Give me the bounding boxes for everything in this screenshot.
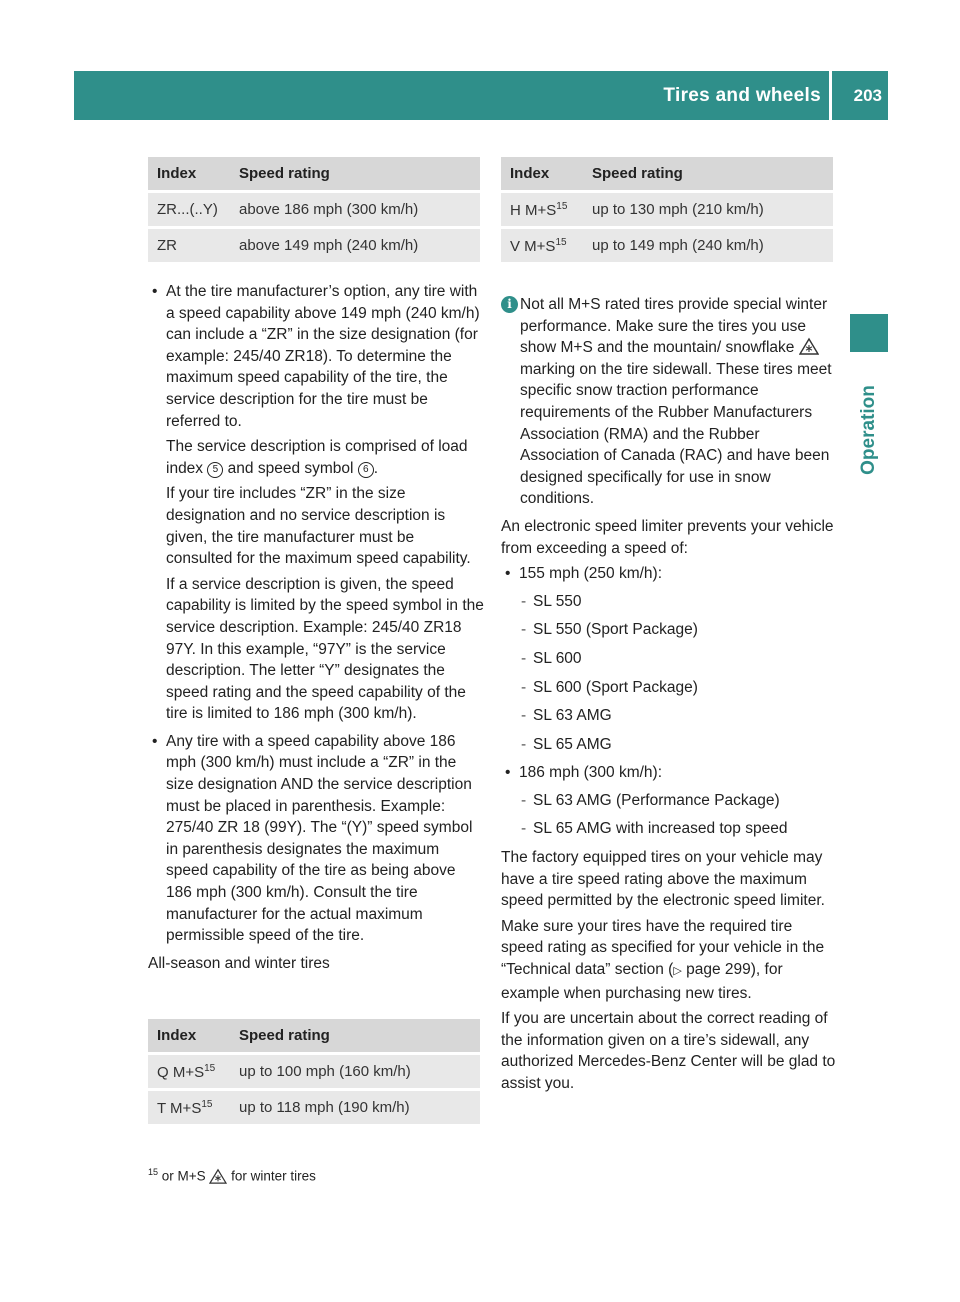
- footnote-ref: 15: [555, 236, 567, 248]
- model-item: - SL 65 AMG with increased top speed: [501, 818, 837, 840]
- footnote-ref: 15: [201, 1098, 213, 1110]
- left-column-text: [148, 281, 484, 978]
- model-item: - SL 600 (Sport Package): [501, 677, 837, 699]
- mountain-snowflake-icon: [799, 337, 819, 355]
- dash: -: [521, 791, 527, 809]
- column-header-speed-rating: Speed rating: [230, 157, 480, 190]
- section-title: Tires and wheels: [663, 85, 821, 106]
- service-description-example-paragraph: If a service description is given, the speed capability is limited by the speed symbol in the service description. Example: 245/40 ZR18 97Y. In this example, “97Y” is the service description. The letter “Y” designates the speed rating and the speed capability of the tire is limited to 186 mph (300 km/h).: [166, 575, 484, 723]
- mountain-snowflake-icon: [209, 1168, 227, 1184]
- table-header-row: [148, 1019, 480, 1052]
- footnote-ref: 15: [204, 1062, 216, 1074]
- header-divider: [829, 71, 832, 120]
- all-season-heading: All-season and winter tires: [148, 954, 330, 972]
- table-row: [148, 229, 480, 262]
- model-item: - SL 550 (Sport Package): [501, 619, 837, 641]
- column-header-speed-rating: Speed rating: [230, 1019, 480, 1052]
- info-note-text: Not all M+S rated tires provide special winter performance. Make sure the tires you use show M+S and the mountain/ snowflake marking on the tire sidewall. These tires meet specific snow traction performance requirements of the Rubber Manufacturers Association (RMA) and the Rubber Association of Canada (RAC) and have been designed specifically for use in snow conditions.: [520, 296, 832, 508]
- speed-rating-table-zr: [148, 154, 480, 265]
- dash: -: [521, 820, 527, 838]
- column-header-index: Index: [148, 157, 230, 190]
- callout-6: 6: [358, 462, 374, 478]
- bullet: •: [505, 565, 511, 583]
- zr-paragraph: At the tire manufacturer’s option, any tire with a speed capability above 149 mph (240 km/h) can include a “ZR” in the size designation (for example: 245/40 ZR18). To determine the maximum speed capability of the tire, the service description for the tire must be referred to.: [166, 283, 480, 430]
- rating-cell: above 186 mph (300 km/h): [230, 193, 480, 226]
- rating-cell: above 149 mph (240 km/h): [230, 229, 480, 262]
- index-cell: T $M+S^{15}$: [148, 1091, 230, 1124]
- limiter-intro: An electronic speed limiter prevents your vehicle from exceeding a speed of:: [501, 517, 834, 557]
- model-item: - SL 65 AMG: [501, 734, 837, 756]
- model-item: - SL 63 AMG: [501, 705, 837, 727]
- info-note: [501, 294, 837, 510]
- index-cell: ZR: [148, 229, 230, 262]
- rating-cell: up to 130 mph (210 km/h): [583, 193, 833, 226]
- dash: -: [521, 592, 527, 610]
- model-item: - SL 600: [501, 648, 837, 670]
- bullet: •: [505, 764, 511, 782]
- table-header-row: [501, 157, 833, 190]
- speed-rating-table-winter-1: [148, 1016, 480, 1127]
- dash: -: [521, 621, 527, 639]
- right-column-text: [501, 294, 837, 1099]
- limit-186: 186 mph (300 km/h):: [519, 764, 663, 782]
- uncertain-paragraph: If you are uncertain about the correct reading of the information given on a tire’s sidewall, any authorized Mercedes-Benz Center will be glad to assist you.: [501, 1010, 836, 1092]
- model-item: - SL 63 AMG (Performance Package): [501, 790, 837, 812]
- dash: -: [521, 707, 527, 725]
- model-item: - SL 550: [501, 591, 837, 613]
- index-cell: V $M+S^{15}$: [501, 229, 583, 262]
- above-186-paragraph: Any tire with a speed capability above 186 mph (300 km/h) must include a “ZR” in the size designation AND the service description must be placed in parenthesis. Example: 275/40 ZR 18 (99Y). The “(Y)” speed symbol in parenthesis designates the maximum speed capability of the tire as being above 186 mph (300 km/h). Consult the tire manufacturer for the actual maximum permissible speed of the tire.: [166, 732, 473, 945]
- page-header: [74, 71, 888, 120]
- no-service-description-paragraph: If your tire includes “ZR” in the size designation and no service description is given, the tire manufacturer must be consulted for the maximum speed capability.: [166, 485, 471, 568]
- side-tab-label: Operation: [858, 385, 880, 475]
- bullet: •: [152, 283, 158, 300]
- info-icon: i: [501, 296, 518, 313]
- dash: -: [521, 649, 527, 667]
- speed-rating-table-winter-2: [501, 154, 833, 265]
- table-header-row: [148, 157, 480, 190]
- index-cell: ZR...(..Y): [148, 193, 230, 226]
- table-row: [148, 193, 480, 226]
- technical-data-paragraph: Make sure your tires have the required tire speed rating as specified for your vehicle in the “Technical data” section (▷ page 299), for example when purchasing new tires.: [501, 917, 825, 1002]
- column-header-index: Index: [148, 1019, 230, 1052]
- page-ref-arrow-icon: ▷: [673, 965, 682, 978]
- footnote-ref: 15: [556, 200, 568, 212]
- footnote-number: 15: [148, 1167, 159, 1177]
- dash: -: [521, 678, 527, 696]
- callout-5: 5: [207, 462, 223, 478]
- index-cell: Q $M+S^{15}$: [148, 1055, 230, 1088]
- side-tab: [850, 360, 888, 500]
- rating-cell: up to 149 mph (240 km/h): [583, 229, 833, 262]
- rating-cell: up to 100 mph (160 km/h): [230, 1055, 480, 1088]
- table-row: [148, 1091, 480, 1124]
- column-header-speed-rating: Speed rating: [583, 157, 833, 190]
- dash: -: [521, 735, 527, 753]
- side-tab-marker: [850, 314, 888, 352]
- footnote: $^{15}$ or M+S for winter tires: [148, 1167, 316, 1184]
- service-description-paragraph: The service description is comprised of load index 5 and speed symbol 6 .: [166, 438, 468, 477]
- table-row: [501, 229, 833, 262]
- column-header-index: Index: [501, 157, 583, 190]
- factory-tires-paragraph: The factory equipped tires on your vehicle may have a tire speed rating above the maximum speed permitted by the electronic speed limiter.: [501, 849, 825, 910]
- index-cell: H $M+S^{15}$: [501, 193, 583, 226]
- list-item: [501, 762, 837, 784]
- list-item: [501, 563, 837, 585]
- list-item: [148, 731, 484, 947]
- limit-155: 155 mph (250 km/h):: [519, 565, 663, 583]
- table-row: [148, 1055, 480, 1088]
- rating-cell: up to 118 mph (190 km/h): [230, 1091, 480, 1124]
- table-row: [501, 193, 833, 226]
- page-number: 203: [853, 86, 882, 105]
- bullet: •: [152, 732, 158, 750]
- list-item: [148, 281, 484, 725]
